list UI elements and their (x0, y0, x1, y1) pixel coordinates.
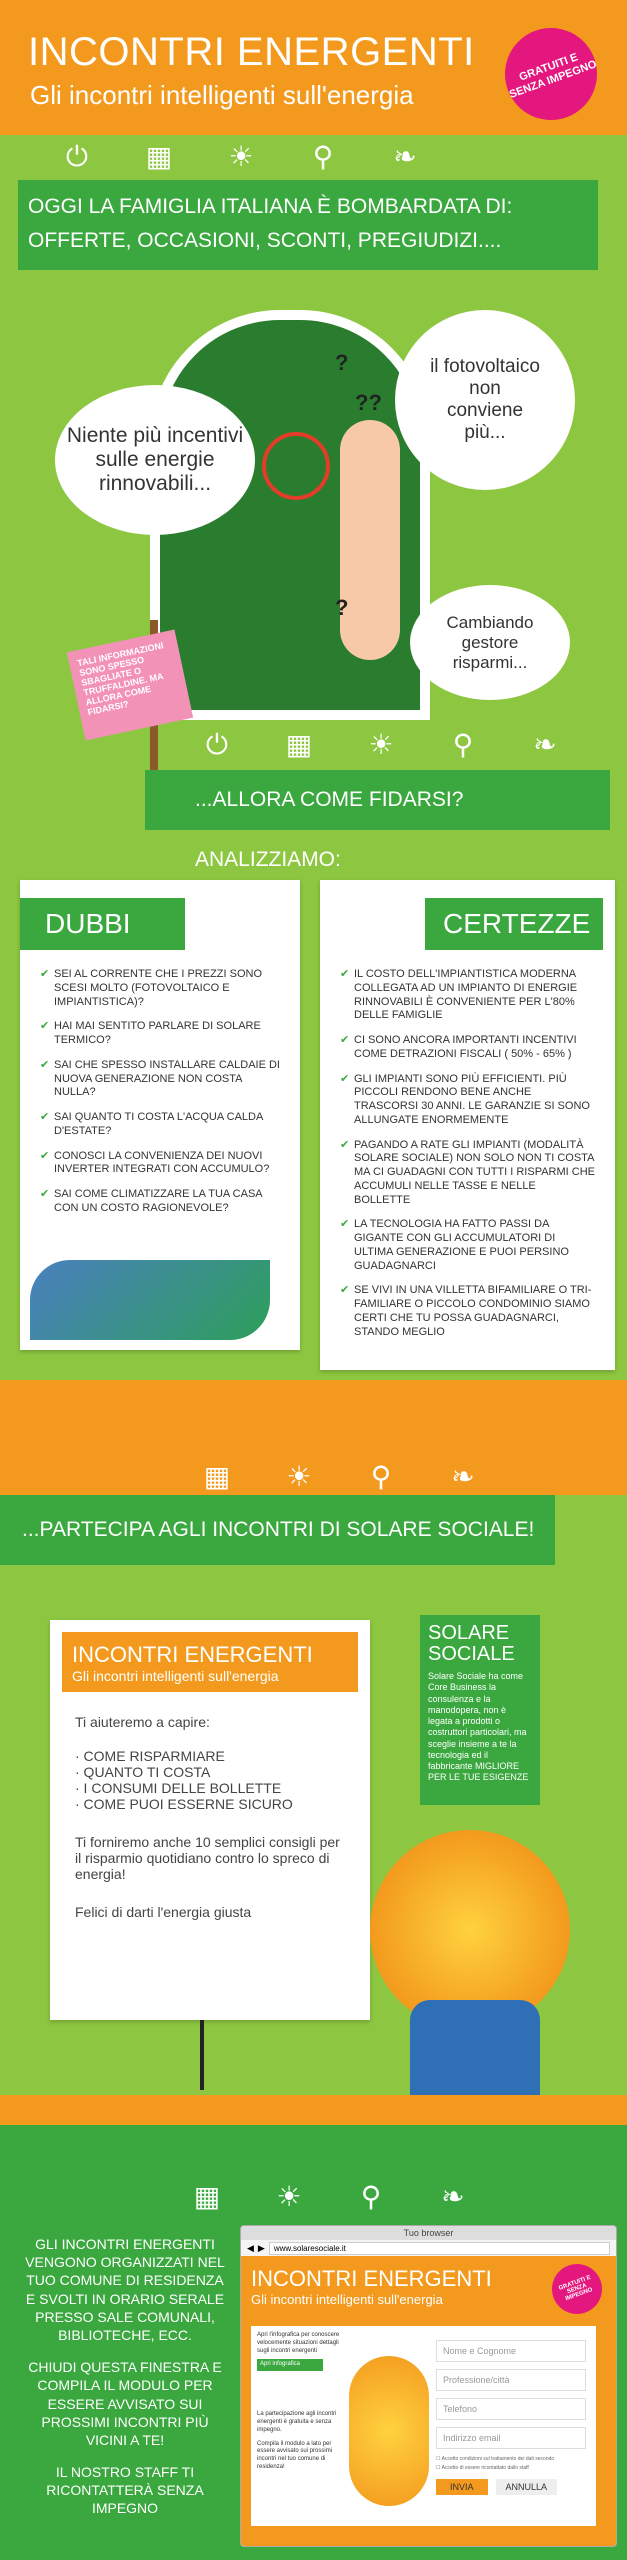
form-left-text: Compila il modulo a lato per essere avvisato sui prossimi incontri nel tuo comune di residenza! (257, 2440, 333, 2470)
form-subtitle: Gli incontri intelligenti sull'energia (251, 2292, 443, 2307)
warning-sign: TALI INFORMAZIONI SONO SPESSO SBAGLIATE O TRUFFALDINE. MA ALLORA COME FIDARSI? (67, 630, 193, 741)
list-item: ✔ PAGANDO A RATE GLI IMPIANTI (MODALITÀ SOLARE SOCIALE) NON SOLO NON TI COSTA MA CI GUADAGNI CON TUTTI I RISPARMI CHE ACCUMULI NELLE TASSE E NELLE BOLLETTE (340, 1139, 595, 1208)
certezze-poster (320, 880, 615, 1370)
page-subtitle: Gli incontri intelligenti sull'energia (30, 80, 414, 110)
list-item: ✔ SEI AL CORRENTE CHE I PREZZI SONO SCESI MOLTO (FOTOVOLTAICO E IMPIANTISTICA)? (40, 968, 280, 1009)
panel-p1: Ti forniremo anche 10 semplici consigli per il risparmio quotidiano contro lo spreco di energia! (75, 1834, 340, 1882)
browser-content (241, 2256, 616, 2546)
solar-house-image (30, 1260, 270, 1340)
crowd-silhouette (0, 2095, 627, 2125)
intro-line-2: OFFERTE, OCCASIONI, SCONTI, PREGIUDIZI.... (28, 229, 502, 252)
bulb-icon: ☀ (368, 729, 394, 760)
question-mark: ? (335, 595, 349, 620)
form-title: INCONTRI ENERGENTI (251, 2266, 492, 2291)
plug-icon: ⏻ (65, 141, 89, 172)
solar-panel-icon: ▦ (203, 1461, 231, 1492)
faucet-icon: ⚲ (312, 141, 334, 172)
solare-text: Solare Sociale ha come Core Business la consulenza e la manodopera, non è legata a prodotti o costruttori particolari, ma sceglie insieme a te la tecnologia ed il fabbricante MIGLIORE PER LE TUE ESIGENZE (428, 1671, 529, 1783)
solar-panel-icon: ▦ (285, 729, 313, 760)
panel-list-item: · I CONSUMI DELLE BOLLETTE (75, 1780, 282, 1796)
browser-toolbar (241, 2240, 616, 2256)
back-icon[interactable]: ◀ (247, 2242, 254, 2253)
browser-title: Tuo browser (241, 2226, 616, 2240)
solare-title: SOLARE SOCIALE (428, 1622, 515, 1665)
panel-list-item: · COME PUOI ESSERNE SICURO (75, 1796, 293, 1812)
panel-title: INCONTRI ENERGENTI (72, 1642, 313, 1667)
banner-text: ...ALLORA COME FIDARSI? ANALIZZIAMO: (195, 788, 464, 871)
icon-row (200, 728, 562, 762)
list-item: ✔ SAI QUANTO TI COSTA L'ACQUA CALDA D'ESTATE? (40, 1111, 280, 1139)
bulb-icon: ☀ (276, 2181, 302, 2212)
speech-bubble-left (55, 385, 255, 535)
solar-panel-icon: ▦ (193, 2181, 221, 2212)
faucet-icon: ⚲ (360, 2181, 382, 2212)
icon-row (60, 140, 422, 174)
list-item: ✔ CONOSCI LA CONVENIENZA DEI NUOVI INVERTER INTEGRATI CON ACCUMULO? (40, 1150, 280, 1178)
bulb-icon: ☀ (286, 1461, 312, 1492)
speech-bubble-right-bottom (410, 585, 570, 700)
question-mark: ? (335, 350, 349, 375)
question-mark: ?? (355, 390, 382, 415)
panel-list-item: · QUANTO TI COSTA (75, 1764, 211, 1780)
contact-checkbox[interactable]: ☐ Accetto di essere ricontattato dallo staff (436, 2465, 529, 2471)
banner-text: ...PARTECIPA AGLI INCONTRI DI SOLARE SOCIALE! (22, 1518, 535, 1541)
panel-subtitle: Gli incontri intelligenti sull'energia (72, 1668, 279, 1684)
form-card (251, 2326, 596, 2526)
family-figures (340, 420, 400, 660)
intro-line-1: OGGI LA FAMIGLIA ITALIANA È BOMBARDATA DI: (28, 195, 513, 218)
url-bar[interactable]: www.solaresociale.it (269, 2242, 610, 2255)
browser-window (240, 2225, 617, 2547)
list-item: ✔ SE VIVI IN UNA VILLETTA BIFAMILIARE O TRI-FAMILIARE O PICCOLO CONDOMINIO SIAMO CERTI CHE TU POSSA GUADAGNARCI, STANDO MEGLIO (340, 1284, 595, 1339)
privacy-checkbox[interactable]: ☐ Accetto condizioni sul trattamento dei dati secondo (436, 2456, 555, 2462)
icon-row (200, 1460, 480, 1494)
bottom-text (20, 2235, 230, 2518)
dubbi-list (20, 950, 300, 1216)
partecipa-banner (0, 1495, 555, 1565)
bottom-p2: CHIUDI QUESTA FINESTRA E COMPILA IL MODULO PER ESSERE AVVISATO SUI PROSSIMI INCONTRI PIÙ VICINI A TE! (28, 2359, 222, 2448)
bottom-p1: GLI INCONTRI ENERGENTI VENGONO ORGANIZZATI NEL TUO COMUNE DI RESIDENZA E SVOLTI IN ORARIO SERALE PRESSO SALE COMUNALI, BIBLIOTECHE, ECC. (25, 2236, 225, 2343)
intro-banner (18, 180, 598, 270)
open-infographic-link[interactable]: Apri infografica (257, 2359, 323, 2371)
form-left-text: Apri l'infografica per conoscere velocemente situazioni dettagli sugli incontri energenti (257, 2332, 340, 2354)
list-item: ✔ IL COSTO DELL'IMPIANTISTICA MODERNA COLLEGATA AD UN IMPIANTO DI ENERGIE RINNOVABILI È CONVENIENTE PER L'80% DELLE FAMIGLIE (340, 968, 595, 1023)
certezze-list (320, 950, 615, 1339)
speech-bubble-right-top (395, 310, 575, 490)
bulb-icon: ☀ (228, 141, 254, 172)
checkbox-label: Accetto di essere ricontattato dallo staff (441, 2465, 529, 2471)
dubbi-title: DUBBI (20, 898, 185, 950)
panel-intro: Ti aiuteremo a capire: (75, 1714, 210, 1730)
mascot-small (349, 2356, 429, 2506)
tripod-leg (200, 2020, 204, 2090)
contact-form (436, 2340, 586, 2495)
analysis-banner (145, 770, 610, 871)
list-item: ✔ HAI MAI SENTITO PARLARE DI SOLARE TERMICO? (40, 1020, 280, 1048)
list-item: ✔ GLI IMPIANTI SONO PIÙ EFFICIENTI. PIÙ PICCOLI RENDONO BENE ANCHE TRASCORSI 30 ANNI. LE GARANZIE SI SONO ALLUNGATE ENORMEMENTE (340, 1073, 595, 1128)
faucet-icon: ⚲ (452, 729, 474, 760)
leaf-icon: ❧ (451, 1461, 475, 1492)
mascot-body (410, 2000, 540, 2100)
send-button[interactable]: INVIA (436, 2479, 488, 2495)
dubbi-poster (20, 880, 300, 1350)
list-item: ✔ SAI COME CLIMATIZZARE LA TUA CASA CON UN COSTO RAGIONEVOLE? (40, 1188, 280, 1216)
profession-field[interactable]: Professione/città (436, 2369, 586, 2391)
form-left-text: La partecipazione agli incontri energenti è gratuita e senza impegno. (257, 2411, 337, 2433)
solare-sociale-box (420, 1615, 540, 1805)
list-item: ✔ CI SONO ANCORA IMPORTANTI INCENTIVI COME DETRAZIONI FISCALI ( 50% - 65% ) (340, 1034, 595, 1062)
leaf-icon: ❧ (533, 729, 557, 760)
incontri-panel (50, 1620, 370, 2020)
free-badge: GRATUITI E SENZA IMPEGNO (492, 15, 610, 133)
form-left-col (257, 2332, 347, 2472)
name-field[interactable]: Nome e Cognome (436, 2340, 586, 2362)
bottom-p3: IL NOSTRO STAFF TI RICONTATTERÀ SENZA IMPEGNO (46, 2464, 204, 2517)
leaf-icon: ❧ (393, 141, 417, 172)
panel-header (62, 1632, 358, 1692)
panel-list-item: · COME RISPARMIARE (75, 1748, 225, 1764)
bubble-text: Niente più incentivi sulle energie rinnovabili... (66, 424, 244, 495)
phone-field[interactable]: Telefono (436, 2398, 586, 2420)
panel-body (50, 1704, 370, 1930)
bubble-text: Cambiando gestore risparmi... (446, 612, 534, 672)
checkbox-label: Accetto condizioni sul trattamento dei dati secondo (441, 2456, 555, 2462)
icon-row (190, 2180, 470, 2214)
plug-icon: ⏻ (205, 729, 229, 760)
page-title: INCONTRI ENERGENTI (28, 30, 475, 74)
form-badge: GRATUITI E SENZA IMPEGNO (545, 2257, 609, 2321)
solar-panel-icon: ▦ (145, 141, 173, 172)
cancel-button[interactable]: ANNULLA (496, 2479, 558, 2495)
crosshair-icon (262, 432, 330, 500)
bubble-text: il fotovoltaico non conviene più... (430, 356, 540, 443)
certezze-title: CERTEZZE (425, 898, 603, 950)
forward-icon[interactable]: ▶ (257, 2242, 265, 2253)
list-item: ✔ LA TECNOLOGIA HA FATTO PASSI DA GIGANTE CON GLI ACCUMULATORI DI ULTIMA GENERAZIONE E PUOI PERSINO GUADAGNARCI (340, 1218, 595, 1273)
leaf-icon: ❧ (441, 2181, 465, 2212)
faucet-icon: ⚲ (370, 1461, 392, 1492)
panel-p2: Felici di darti l'energia giusta (75, 1904, 252, 1920)
list-item: ✔ SAI CHE SPESSO INSTALLARE CALDAIE DI NUOVA GENERAZIONE NON COSTA NULLA? (40, 1059, 280, 1100)
email-field[interactable]: Indirizzo email (436, 2427, 586, 2449)
